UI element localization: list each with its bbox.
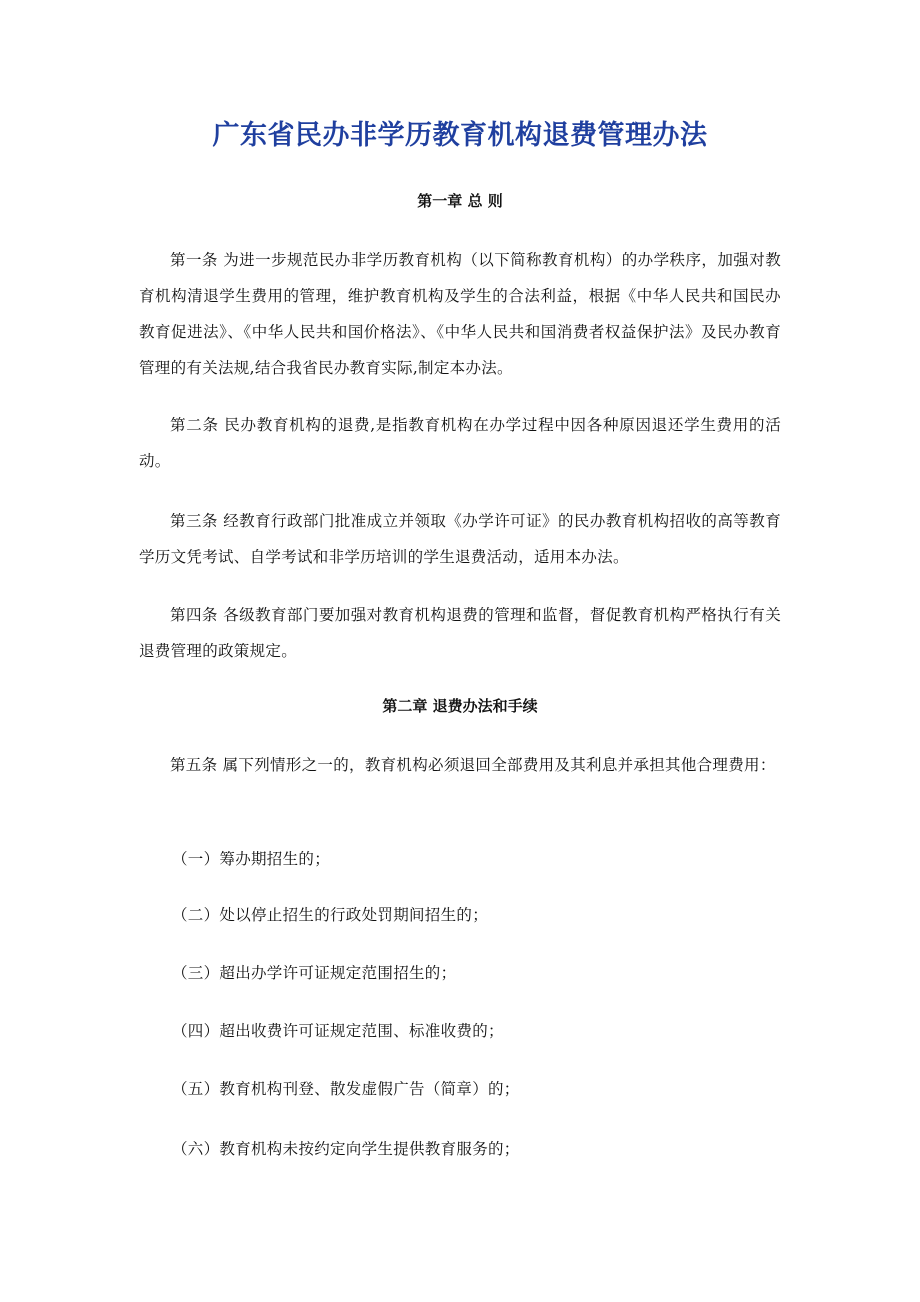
list-item: （一）筹办期招生的；	[172, 850, 331, 868]
article-4: 第四条 各级教育部门要加强对教育机构退费的管理和监督，督促教育机构严格执行有关退费管理的政策规定。	[139, 606, 781, 660]
list-item: （五）教育机构刊登、散发虚假广告（简章）的；	[172, 1080, 520, 1098]
chapter-2-heading: 第二章 退费办法和手续	[382, 697, 538, 715]
document-title: 广东省民办非学历教育机构退费管理办法	[212, 120, 708, 151]
chapter-1-heading: 第一章 总 则	[417, 192, 503, 210]
article-2: 第二条 民办教育机构的退费,是指教育机构在办学过程中因各种原因退还学生费用的活动。	[139, 416, 781, 470]
article-5: 第五条 属下列情形之一的，教育机构必须退回全部费用及其利息并承担其他合理费用：	[170, 756, 776, 774]
list-item: （三）超出办学许可证规定范围招生的；	[172, 964, 457, 982]
list-item: （四）超出收费许可证规定范围、标准收费的；	[172, 1022, 504, 1040]
list-item: （二）处以停止招生的行政处罚期间招生的；	[172, 906, 489, 924]
list-item: （六）教育机构未按约定向学生提供教育服务的；	[172, 1140, 520, 1158]
article-1: 第一条 为进一步规范民办非学历教育机构（以下简称教育机构）的办学秩序，加强对教育机构清退学生费用的管理，维护教育机构及学生的合法利益，根据《中华人民共和国民办教育促进法》、《中华人民共和国价格法》、《中华人民共和国消费者权益保护法》及民办教育管理的有关法规,结合我省民办教育实际,制定本办法。	[139, 251, 781, 377]
article-3: 第三条 经教育行政部门批准成立并领取《办学许可证》的民办教育机构招收的高等教育学历文凭考试、自学考试和非学历培训的学生退费活动，适用本办法。	[139, 512, 781, 566]
